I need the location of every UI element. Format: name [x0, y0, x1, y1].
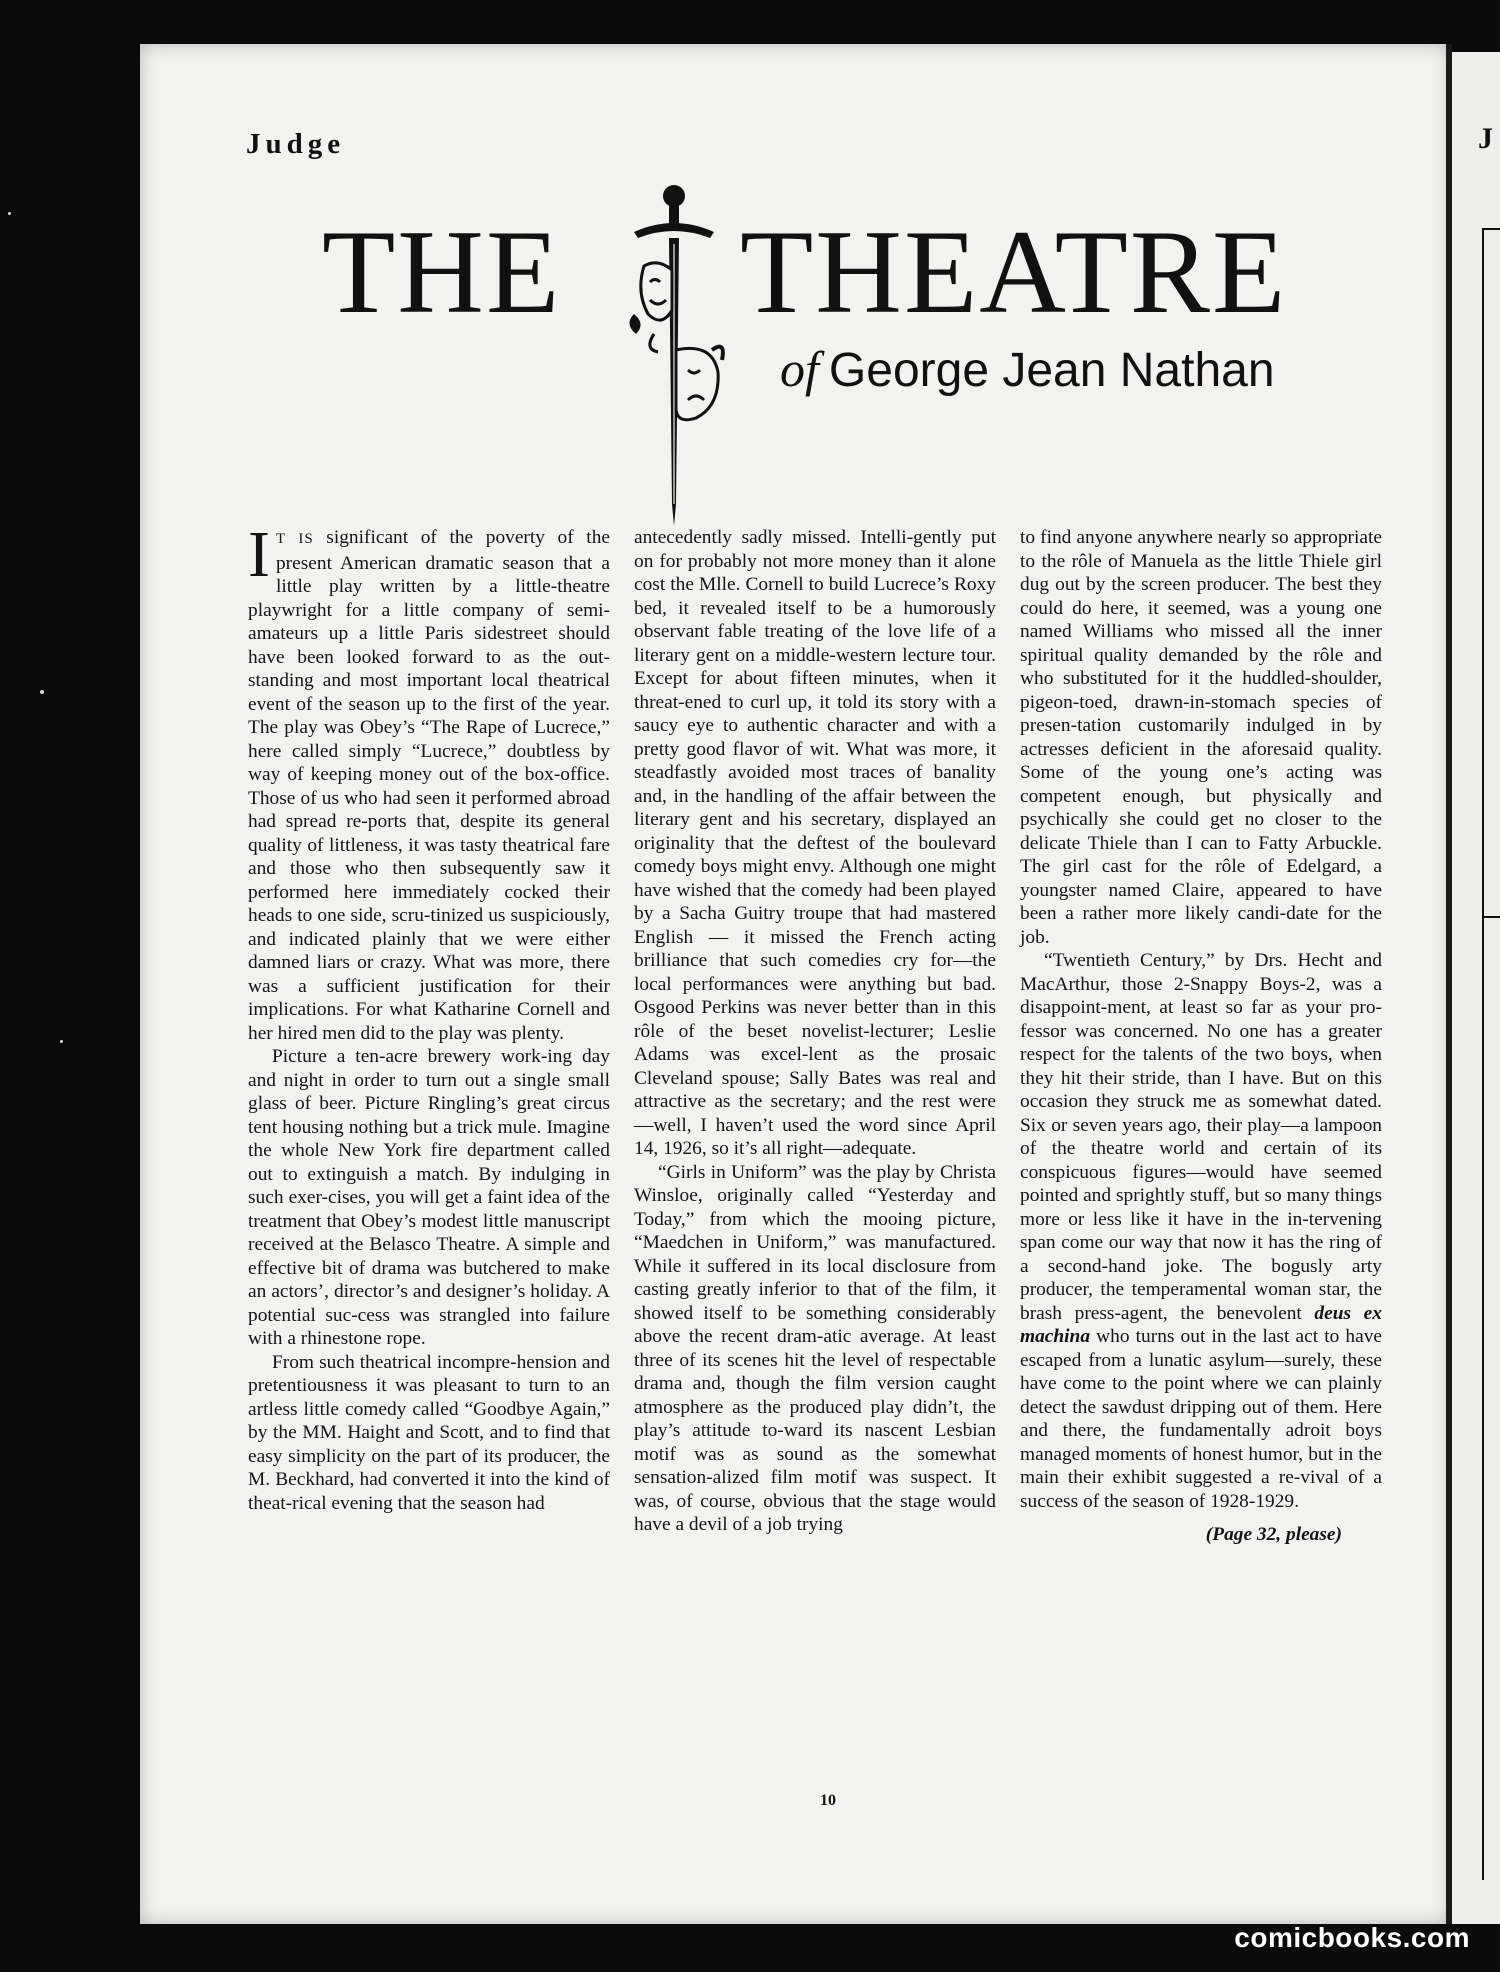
title-the: THE — [322, 205, 562, 338]
sword-masks-emblem — [614, 174, 734, 534]
title-theatre: THEATRE — [740, 205, 1288, 338]
drop-cap: I — [248, 518, 270, 591]
page-number: 10 — [820, 1792, 836, 1809]
article-column-3 — [1020, 526, 1382, 1547]
article-body — [248, 518, 1388, 1826]
article-column-2 — [634, 526, 996, 1537]
paragraph-text: “Twentieth Century,” by Drs. Hecht and MacArthur, those 2-Snappy Boys-2, was a disappoint-ment, at least so far as your pro-fessor was concerned. No one has a greater respect for the talents of the two boys, when they hit their stride, than I have. But on this occasion they struck me as somewhat dated. Six or seven years ago, their play—a lampoon of the theatre world and certain of its conspicuous figures—would have seemed pointed and sprightly stuff, but so many things more or less like it have in the in-tervening span come our way that now it has the ring of a second-hand joke. The bogusly arty producer, the temperamental woman star, the brash press-agent, the benevolent — [1020, 950, 1382, 1324]
continued-note: (Page 32, please) — [1205, 1524, 1342, 1545]
next-page-rule — [1482, 228, 1500, 230]
next-page-letter: J — [1478, 122, 1493, 155]
lead-smallcaps: T IS — [275, 531, 314, 547]
article-column-1 — [248, 518, 610, 1515]
article-paragraph — [1020, 949, 1382, 1513]
byline-of: of — [780, 341, 819, 397]
next-page-rule — [1482, 916, 1500, 918]
magazine-page — [140, 44, 1450, 1924]
author-name: George Jean Nathan — [828, 344, 1275, 397]
article-paragraph: Picture a ten-acre brewery work-ing day and night in order to turn out a single small glass of beer. Picture Ringling’s great circus tent housing nothing but a trick mule. Imagine the whole New York fire department called out to extinguish a match. By indulging in such exer-cises, you will get a faint idea of the treatment that Obey’s modest little manuscript received at the Belasco Theatre. A simple and effective bit of drama was butchered to make an actors’, director’s and designer’s holiday. A potential suc-cess was strangled into failure with a rhinestone rope. — [248, 1046, 610, 1349]
byline — [780, 340, 1275, 398]
article-paragraph — [248, 518, 610, 1045]
article-paragraph: to find anyone anywhere nearly so appropriate to the rôle of Manuela as the little Thiele girl dug out by the screen producer. The best they could do here, it seemed, was a young one named Williams who missed all the inner spiritual quality demanded by the rôle and who substituted for it the huddled-shoulder, pigeon-toed, drawn-in-stomach species of presen-tation customarily indulged in by actresses deficient in the aforesaid quality. Some of the young one’s acting was competent enough, but physically and psychically she could get no closer to the delicate Thiele than I can to Fatty Arbuckle. The girl cast for the rôle of Edelgard, a youngster named Claire, appeared to have been a rather more likely candi-date for the job. — [1020, 527, 1382, 948]
article-paragraph: “Girls in Uniform” was the play by Christa Winsloe, originally called “Yesterday and Today,” from which the mooing picture, “Maedchen in Uniform,” was manufactured. While it suffered in its local disclosure from casting greatly inferior to that of the film, it showed itself to be something considerably above the recent dram-atic average. At least three of its scenes hit the level of respectable drama and, though the film version caught atmosphere as the produced play didn’t, the play’s attitude to-ward its nascent Lesbian motif was as sound as the somewhat sensation-alized film motif was suspect. It was, of course, obvious that the stage would have a devil of a job trying — [634, 1161, 996, 1535]
next-page-rule — [1482, 230, 1484, 1880]
next-page-peek — [1452, 52, 1500, 1924]
italic-phrase: deus ex machina — [1020, 1302, 1382, 1347]
scan-speck — [8, 212, 11, 215]
article-paragraph: From such theatrical incompre-hension and pretentiousness it was pleasant to turn to an artless little comedy called “Goodbye Again,” by the MM. Haight and Scott, and to find that easy simplicity on the part of its producer, the M. Beckhard, had converted it into the kind of theat-rical evening that the season had — [248, 1351, 610, 1514]
magazine-name: Judge — [246, 128, 346, 160]
scan-speck — [40, 690, 44, 694]
scan-speck — [60, 1040, 63, 1043]
paragraph-text: significant of the poverty of the present American dramatic season that a little play written by a little-theatre playwright for a little company of semi-amateurs up a little Paris sidestreet should have been looked forward to as the out-standing and most important local theatrical event of the season up to the first of the year. The play was Obey’s “The Rape of Lucrece,” here called simply “Lucrece,” doubtless by way of keeping money out of the box-office. Those of us who had seen it performed abroad had spread re-ports that, despite its general quality of littleness, it was tasty theatrical fare and those who then subsequently saw it performed here immediately cocked their heads to one side, scru-tinized us suspiciously, and indicated plainly that we were either damned liars or crazy. What was more, there was a sufficient justification for their implications. For what Katharine Cornell and her hired men did to the play was plenty. — [248, 527, 610, 1044]
article-paragraph: antecedently sadly missed. Intelli-gently put on for probably not more money than it alone cost the Mlle. Cornell to build Lucrece’s Roxy bed, it revealed itself to be a humorously observant fable treating of the love life of a literary gent on a middle-western lecture tour. Except for about fifteen minutes, when it threat-ened to curl up, it told its story with a saucy eye to authentic character and with a pretty good flavor of wit. What was more, it steadfastly avoided most traces of banality and, in the handling of the affair between the literary gent and his secretary, displayed an originality that the deftest of the boulevard comedy boys might envy. Although one might have wished that the comedy had been played by a Sacha Guitry troupe that had mastered English — it missed the French acting brilliance that such comedies cry for—the local performances were anything but bad. Osgood Perkins was never better than in this rôle of the beset novelist-lecturer; Leslie Adams was excel-lent as the prosaic Cleveland spouse; Sally Bates was real and attractive as the secretary; and the rest were —well, I haven’t used the word since April 14, 1926, so it’s all right—adequate. — [634, 527, 996, 1159]
paragraph-text: who turns out in the last act to have escaped from a lunatic asylum—surely, these have come to the point where we can plainly detect the sawdust dripping out of them. Here and there, the fundamentally adroit boys managed moments of honest humor, but in the main their exhibit suggested a re-vival of a success of the season of 1928-1929. — [1020, 1326, 1382, 1512]
watermark: comicbooks.com — [1234, 1922, 1470, 1953]
